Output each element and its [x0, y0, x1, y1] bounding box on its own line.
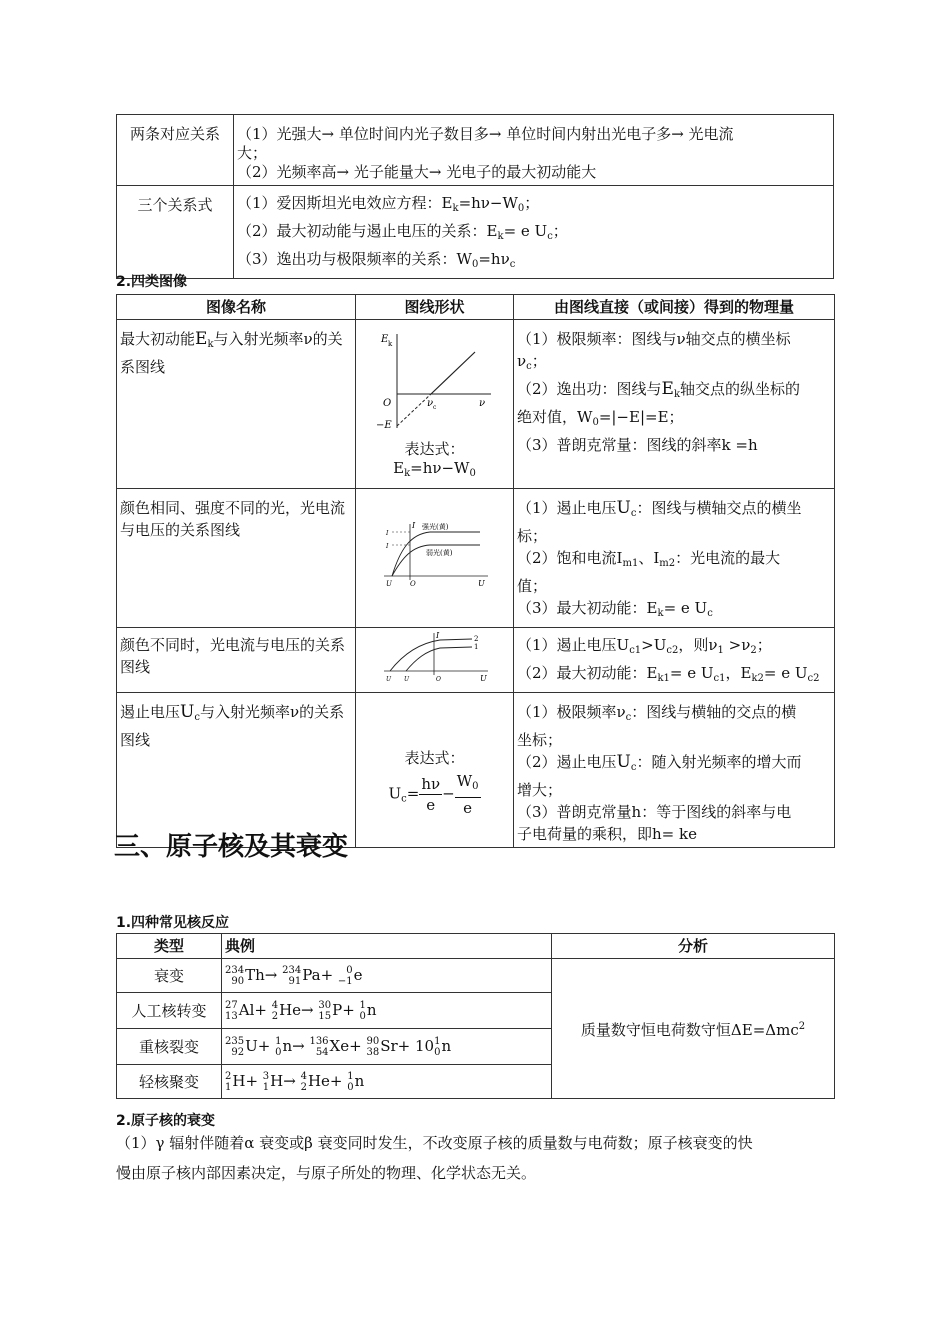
- text-line: （2）最大初动能：$E_{k1}= e$ $U_{c1}$，$E_{k2}= e$ $U_{c2}$: [517, 664, 820, 684]
- column-header: 分析: [552, 934, 835, 959]
- reaction-analysis: 质量数守恒电荷数守恒ΔE=Δmc$^2$: [552, 959, 835, 1099]
- text-line: 标；: [517, 527, 548, 545]
- tick-label: U: [403, 676, 409, 683]
- reaction-example: 2 1H+ 3 1H→ 4 2He+ 1 0n: [222, 1065, 552, 1099]
- text-line: （2）饱和电流$I_{m1}$、$I_{m2}$：光电流的最大: [517, 549, 781, 569]
- tick-label: ν: [426, 398, 433, 409]
- series-label: 2: [473, 635, 478, 643]
- text-line: （3）普朗克常量h：等于图线的斜率与电: [517, 803, 792, 821]
- reaction-type: 衰变: [117, 959, 222, 993]
- reaction-example: 235 92U+ 1 0n→ 136 54Xe+ 90 38Sr+ 101 0n: [222, 1029, 552, 1065]
- expr-formula: $U_c=$ $\frac{h\nu}{e}$ − $\frac{W_0}{e}$: [388, 771, 479, 817]
- paragraph: [116, 1128, 836, 1188]
- text-line: （3）普朗克常量：图线的斜率k =h: [517, 436, 758, 454]
- table-row: [117, 115, 834, 186]
- axis-label: I: [411, 521, 415, 530]
- section-title: 2.原子核的衰变: [116, 1113, 216, 1129]
- axis-label: ν: [478, 398, 485, 409]
- graph-quantities: [514, 628, 835, 693]
- graphs-table: [116, 294, 835, 848]
- series-label: 强光(黄): [421, 523, 448, 531]
- axis-label: E: [380, 334, 388, 345]
- column-header: 典例: [222, 934, 552, 959]
- graph-cell: [356, 628, 514, 693]
- text-line: 坐标；: [517, 731, 563, 749]
- graph-quantities: [514, 693, 835, 848]
- tick-label: c: [432, 404, 436, 411]
- graph-cell: [356, 320, 514, 489]
- reaction-type: 人工核转变: [117, 993, 222, 1029]
- text-line: （2）光频率高→ 光子能量大→ 光电子的最大初动能大: [237, 163, 597, 181]
- tick-label: I: [385, 543, 388, 550]
- text-line: （3）最大初动能：$E_k= e$ $U_c$: [517, 599, 713, 619]
- tick-label: −E: [375, 420, 392, 431]
- reaction-example: 234 90Th→ 234 91Pa+ 0 −1e: [222, 959, 552, 993]
- section-title: 2.四类图像: [116, 274, 188, 290]
- table-row: [117, 628, 835, 693]
- series-label: 弱光(黄): [425, 549, 452, 557]
- text-line: 增大；: [517, 781, 563, 799]
- table-header-row: [117, 295, 835, 320]
- expr-label: 表达式：: [404, 440, 465, 458]
- reaction-example: 27 13Al+ 4 2He→ 30 15P+ 1 0n: [222, 993, 552, 1029]
- table-row: [117, 320, 835, 489]
- row-label: 三个关系式: [117, 186, 234, 279]
- row-content: [234, 115, 834, 186]
- origin-label: O: [382, 398, 391, 409]
- nuclear-reactions-table: [116, 933, 835, 1099]
- table-row: [117, 693, 835, 848]
- text-line: 子电荷量的乘积，即h= ke: [517, 825, 697, 843]
- axis-label: U: [479, 674, 487, 683]
- text-line: 值；: [517, 577, 548, 595]
- tick-label: U: [385, 580, 392, 588]
- expr-formula: $E_k=h\nu-W_0$: [393, 459, 476, 479]
- series-label: 1: [473, 643, 478, 651]
- i-u-color-graph: [380, 631, 490, 683]
- text-line: （1）极限频率$\nu_c$：图线与横轴的交点的横: [517, 703, 797, 723]
- text-line: 慢由原子核内部因素决定，与原子所处的物理、化学状态无关。: [116, 1164, 537, 1182]
- formula-line: （1）爱因斯坦光电效应方程：$E_k=h\nu-W_0$；: [237, 194, 540, 214]
- tick-label: U: [385, 676, 391, 683]
- graph-name: 最大初动能$E_k$与入射光频率ν的关系图线: [117, 320, 356, 489]
- text-line: $\nu_c$；: [517, 352, 547, 372]
- graph-name: 颜色不同时，光电流与电压的关系图线: [117, 628, 356, 693]
- text-line: （1）极限频率：图线与ν轴交点的横坐标: [517, 330, 791, 348]
- table-row: [117, 489, 835, 628]
- graph-name: 遏止电压$U_c$与入射光频率ν的关系图线: [117, 693, 356, 848]
- axis-label: U: [477, 579, 485, 588]
- table-row: [117, 959, 835, 993]
- table-row: [117, 186, 834, 279]
- text-line: （2）逸出功：图线与$E_k$轴交点的纵坐标的: [517, 379, 801, 400]
- page-heading: 三、原子核及其衰变: [114, 832, 349, 862]
- text-line: （1）γ 辐射伴随着α 衰变或β 衰变同时发生，不改变原子核的质量数与电荷数；原子核衰变的快: [116, 1134, 753, 1152]
- text-line: （1）遏止电压$U_{c1}>U_{c2}$，则$\nu_1 >\nu_2$；: [517, 636, 772, 656]
- formula-line: （3）逸出功与极限频率的关系：$W_0=h\nu_c$: [237, 250, 516, 270]
- row-content: [234, 186, 834, 279]
- column-header: 由图线直接（或间接）得到的物理量: [514, 295, 835, 320]
- text-line: （2）遏止电压$U_c$：随入射光频率的增大而: [517, 752, 802, 773]
- origin-label: O: [435, 676, 441, 683]
- graph-quantities: [514, 320, 835, 489]
- ek-nu-graph: [375, 324, 495, 434]
- text-line: （1）光强大→ 单位时间内光子数目多→ 单位时间内射出光电子多→ 光电流: [237, 125, 734, 143]
- expr-label: 表达式：: [404, 748, 465, 767]
- section-title: 1.四种常见核反应: [116, 915, 230, 931]
- axis-label: I: [435, 631, 439, 640]
- row-label: 两条对应关系: [117, 115, 234, 186]
- relations-table: [116, 114, 834, 279]
- table-header-row: [117, 934, 835, 959]
- text-line: 绝对值，$W_0=|-E|=E$；: [517, 408, 684, 428]
- graph-quantities: [514, 489, 835, 628]
- text-line: 大；: [237, 144, 268, 162]
- column-header: 类型: [117, 934, 222, 959]
- column-header: 图像名称: [117, 295, 356, 320]
- axis-label: k: [387, 340, 392, 348]
- graph-name: 颜色相同、强度不同的光，光电流与电压的关系图线: [117, 489, 356, 628]
- origin-label: O: [409, 580, 416, 588]
- text-line: （1）遏止电压$U_c$：图线与横轴交点的横坐: [517, 498, 802, 519]
- graph-cell: [356, 693, 514, 848]
- formula-line: （2）最大初动能与遏止电压的关系：$E_k= e$ $U_c$；: [237, 222, 568, 242]
- i-u-intensity-graph: [380, 520, 490, 590]
- reaction-type: 轻核聚变: [117, 1065, 222, 1099]
- graph-cell: [356, 489, 514, 628]
- column-header: 图线形状: [356, 295, 514, 320]
- tick-label: I: [385, 530, 388, 537]
- reaction-type: 重核裂变: [117, 1029, 222, 1065]
